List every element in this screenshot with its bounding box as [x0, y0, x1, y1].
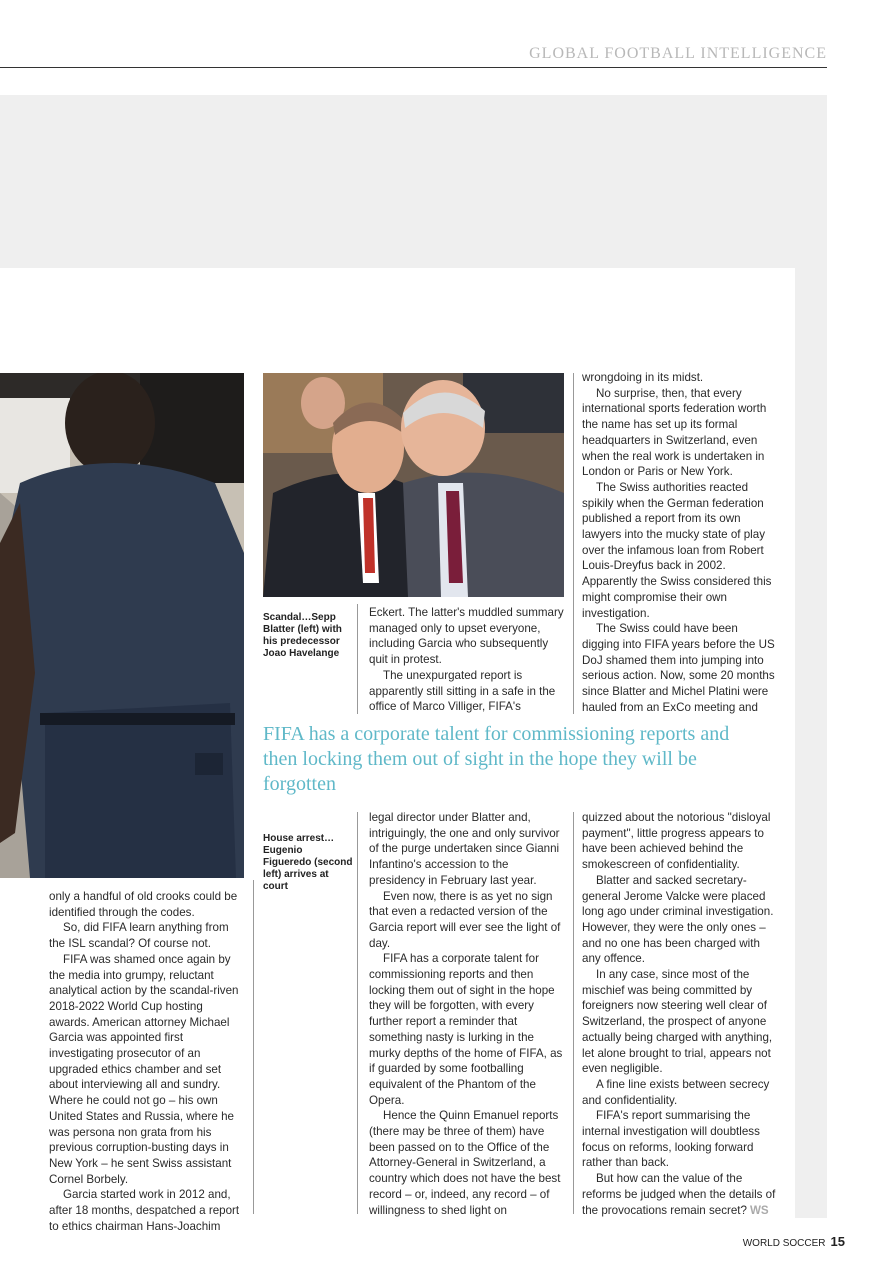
paragraph: Garcia started work in 2012 and, after 18 months, despatched a report to ethics chairman Hans-Joachim — [49, 1188, 240, 1233]
article-column-middle-top — [369, 605, 565, 715]
column-rule — [573, 812, 574, 1214]
paragraph: quizzed about the notorious "disloyal payment", little progress appears to have been achieved behind the smokescreen of confidentiality. — [582, 811, 771, 872]
paragraph: Even now, there is as yet no sign that even a redacted version of the Garcia report will ever see the light of day. — [369, 889, 561, 950]
article-column-right-bottom — [582, 810, 778, 1218]
page-footer — [743, 1234, 845, 1249]
header-rule — [0, 67, 827, 68]
paragraph: FIFA has a corporate talent for commissioning reports and then locking them out of sight in the hope they will be forgotten, with every further report a reminder that something nasty is lurking in the murky depths of the home of FIFA, as if guarded by some footballing equivalent of the Phantom of the Opera. — [369, 952, 563, 1107]
magazine-name: WORLD SOCCER — [742, 1238, 826, 1249]
paragraph: No surprise, then, that every international sports federation worth the name has set up its formal headquarters in Switzerland, even when the real work is undertaken in London or Paris or New York. — [582, 386, 767, 479]
photo-caption-bottom: House arrest… Eugenio Figueredo (second left) arrives at court — [263, 833, 353, 892]
paragraph: The Swiss could have been digging into FIFA years before the US DoJ shamed them into jumping into serious action. Now, some 20 months since Blatter and Michel Platini were hauled from an ExCo meeting and — [582, 622, 775, 714]
page-number: 15 — [830, 1234, 845, 1249]
article-column-left-bottom — [49, 889, 246, 1234]
column-rule — [253, 880, 254, 1214]
paragraph-text: But how can the value of the reforms be judged when the details of the provocations remain secret? — [582, 1172, 776, 1217]
paragraph: The unexpurgated report is apparently still sitting in a safe in the office of Marco Villiger, FIFA's — [369, 668, 556, 714]
paragraph: So, did FIFA learn anything from the ISL scandal? Of course not. — [49, 921, 229, 951]
paragraph: A fine line exists between secrecy and confidentiality. — [582, 1077, 770, 1107]
column-rule — [357, 812, 358, 1214]
section-label: GLOBAL FOOTBALL INTELLIGENCE — [529, 45, 827, 62]
paragraph: legal director under Blatter and, intriguingly, the one and only survivor of the purge undertaken since Gianni Infantino's accession to the presidency in February last year. — [369, 811, 560, 887]
paragraph: Eckert. The latter's muddled summary managed only to upset everyone, including Garcia who subsequently quit in protest. — [369, 606, 564, 667]
paragraph: In any case, since most of the mischief was being committed by foreigners now steering well clear of Switzerland, the prospect of anyone actually being charged with anything, let alone brought to trial, appears not even negligible. — [582, 968, 773, 1076]
paragraph: FIFA was shamed once again by the media into grumpy, reluctant analytical action by the scandal-riven 2018-2022 World Cup hosting awards. American attorney Michael Garcia was appointed first investigating prosecutor of an upgraded ethics chamber and set about interviewing all and sundry. Where he could not go – his own United States and Russia, where he was persona non grata from his previous corruption-busting days in New York – he sent Swiss assistant Cornel Borbely. — [49, 952, 239, 1186]
photo-placeholder-side — [795, 268, 827, 1218]
photo-caption-top: Scandal…Sepp Blatter (left) with his predecessor Joao Havelange — [263, 612, 342, 659]
court-arrival-photo — [0, 373, 244, 878]
paragraph — [582, 1171, 778, 1218]
article-column-right-top — [582, 370, 776, 715]
pull-quote: FIFA has a corporate talent for commissioning reports and then locking them out of sight in the hope they will be forgotten — [263, 723, 730, 795]
paragraph: FIFA's report summarising the internal investigation will doubtless focus on reforms, looking forward rather than back. — [582, 1109, 760, 1170]
paragraph: The Swiss authorities reacted spikily when the German federation published a report from its own lawyers into the mucky state of play over the infamous loan from Robert Louis-Dreyfus back in 2002. Apparently the Swiss considered this might compromise their own investigation. — [582, 480, 772, 620]
article-column-middle-bottom — [369, 810, 565, 1218]
end-mark: WS — [749, 1203, 769, 1217]
paragraph: wrongdoing in its midst. — [582, 371, 704, 384]
paragraph: only a handful of old crooks could be identified through the codes. — [49, 890, 238, 919]
column-rule — [357, 604, 358, 714]
paragraph: Blatter and sacked secretary-general Jerome Valcke were placed long ago under criminal investigation. However, they were the only ones – and no one has been charged with any offence. — [582, 873, 774, 966]
blatter-havelange-photo — [263, 373, 564, 597]
photo-placeholder-top — [0, 95, 827, 268]
paragraph: Hence the Quinn Emanuel reports (there may be three of them) have been passed on to the Office of the Attorney-General in Switzerland, a country which does not have the best record – or, indeed, any record – of willingness to shed light on — [369, 1109, 561, 1217]
column-rule — [573, 373, 574, 714]
